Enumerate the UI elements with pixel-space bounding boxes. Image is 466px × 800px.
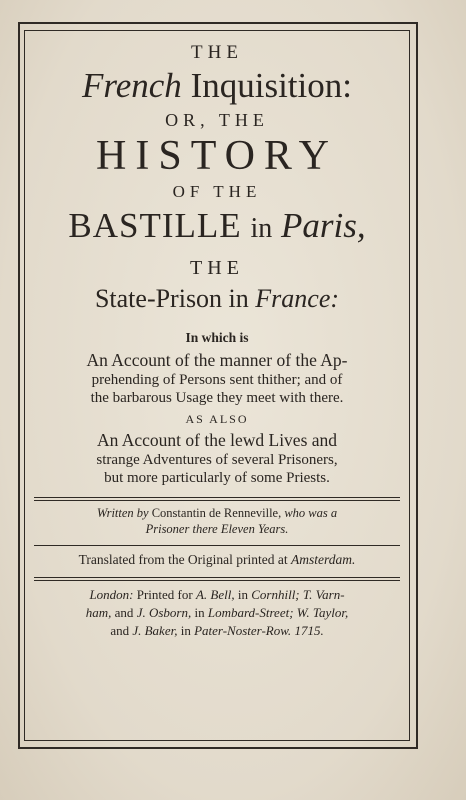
account-line-1: An Account of the manner of the Ap- bbox=[86, 350, 348, 370]
account2-line-2: strange Adventures of several Prisoners, bbox=[96, 452, 338, 468]
rule-bottom bbox=[34, 577, 400, 578]
imprint-paternoster: Pater-Noster-Row. bbox=[194, 623, 292, 638]
imprint-baker: J. Baker, bbox=[132, 623, 178, 638]
imprint-line-1 bbox=[26, 587, 408, 603]
in-which-is: In which is bbox=[185, 330, 249, 345]
rule-bottom-double bbox=[34, 580, 400, 581]
author-written-by: Written by bbox=[96, 506, 149, 520]
imprint-taylor: W. Taylor, bbox=[296, 605, 349, 620]
main-title-inquisition: Inquisition: bbox=[190, 66, 352, 105]
imprint-in-3: in bbox=[180, 623, 191, 638]
rule-top-double bbox=[34, 500, 400, 501]
state-prison-text: State-Prison in bbox=[94, 284, 249, 313]
imprint-varnham-2: ham, bbox=[85, 605, 112, 620]
translated-amsterdam: Amsterdam. bbox=[291, 552, 356, 567]
imprint-varnham-1: T. Varn- bbox=[302, 587, 345, 602]
state-prison-france: France: bbox=[255, 284, 340, 313]
imprint-in-2: in bbox=[194, 605, 205, 620]
imprint-bell: A. Bell, bbox=[195, 587, 235, 602]
imprint-printed-for: Printed for bbox=[136, 587, 193, 602]
bastille-line bbox=[26, 206, 408, 249]
imprint-line-2 bbox=[26, 605, 408, 621]
or-the: OR, THE bbox=[165, 110, 269, 130]
as-also: AS ALSO bbox=[185, 412, 249, 426]
main-title-french: French bbox=[82, 66, 182, 105]
imprint-and-2: and bbox=[110, 623, 130, 638]
history-heading: HISTORY bbox=[96, 133, 338, 179]
imprint-year: 1715. bbox=[294, 623, 324, 638]
imprint-osborn: J. Osborn, bbox=[136, 605, 192, 620]
the-heading: THE bbox=[191, 42, 243, 63]
bastille-paris: Paris, bbox=[280, 206, 366, 245]
account2-line-1: An Account of the lewd Lives and bbox=[96, 430, 338, 450]
bastille-in: in bbox=[250, 213, 273, 244]
author-name: Constantin de Renneville, bbox=[151, 506, 282, 520]
bastille-word: BASTILLE bbox=[68, 206, 242, 245]
imprint-in-1: in bbox=[237, 587, 248, 602]
account2-line-3: but more particularly of some Priests. bbox=[104, 470, 330, 486]
rule-top bbox=[34, 497, 400, 498]
author-line-2: Prisoner there Eleven Years. bbox=[145, 522, 289, 536]
imprint-line-3 bbox=[26, 623, 408, 639]
imprint-london: London: bbox=[89, 587, 134, 602]
imprint-and-1: and bbox=[114, 605, 134, 620]
of-the: OF THE bbox=[172, 182, 262, 201]
title-page-content bbox=[26, 32, 408, 639]
author-line-1 bbox=[26, 506, 408, 521]
the-heading-2: THE bbox=[190, 257, 244, 279]
main-title bbox=[26, 66, 408, 106]
state-prison-line bbox=[26, 284, 408, 314]
translated-line bbox=[26, 552, 408, 568]
translated-text: Translated from the Original printed at bbox=[78, 552, 288, 567]
imprint-lombard: Lombard-Street; bbox=[207, 605, 294, 620]
imprint-cornhill: Cornhill; bbox=[251, 587, 300, 602]
account-line-3: the barbarous Usage they meet with there. bbox=[90, 390, 344, 406]
account-line-2: prehending of Persons sent thither; and of bbox=[91, 372, 343, 388]
author-who-was: who was a bbox=[284, 506, 338, 520]
rule-middle bbox=[34, 545, 400, 546]
